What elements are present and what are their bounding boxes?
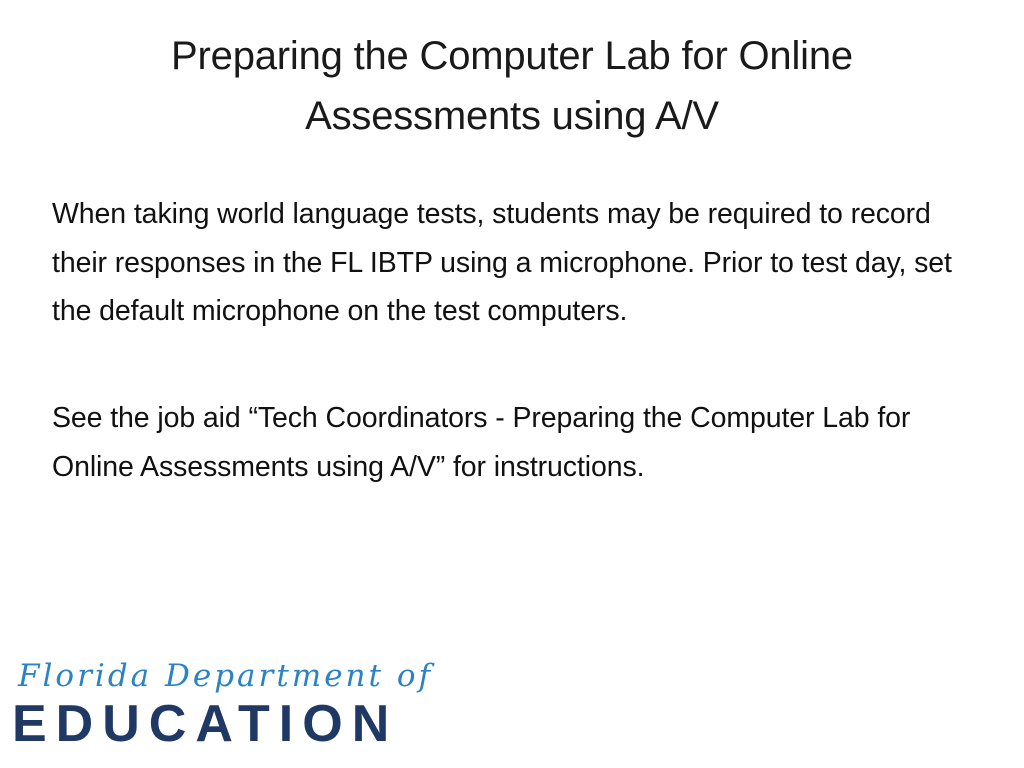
body-paragraph-2: See the job aid “Tech Coordinators - Preparing the Computer Lab for Online Assessments using A/V” for instructions.: [52, 402, 911, 483]
logo-main-text: EDUCATION: [12, 695, 399, 753]
florida-department-of-education-logo: [8, 658, 478, 766]
body-paragraph-1: When taking world language tests, students may be required to record their responses in the FL IBTP using a microphone. Prior to test day, set the default microphone on the test computers.: [52, 198, 952, 328]
slide-body: [52, 190, 992, 492]
logo-script-text: Florida Department of: [18, 658, 433, 694]
page-title: Preparing the Computer Lab for Online Assessments using A/V: [171, 34, 853, 138]
